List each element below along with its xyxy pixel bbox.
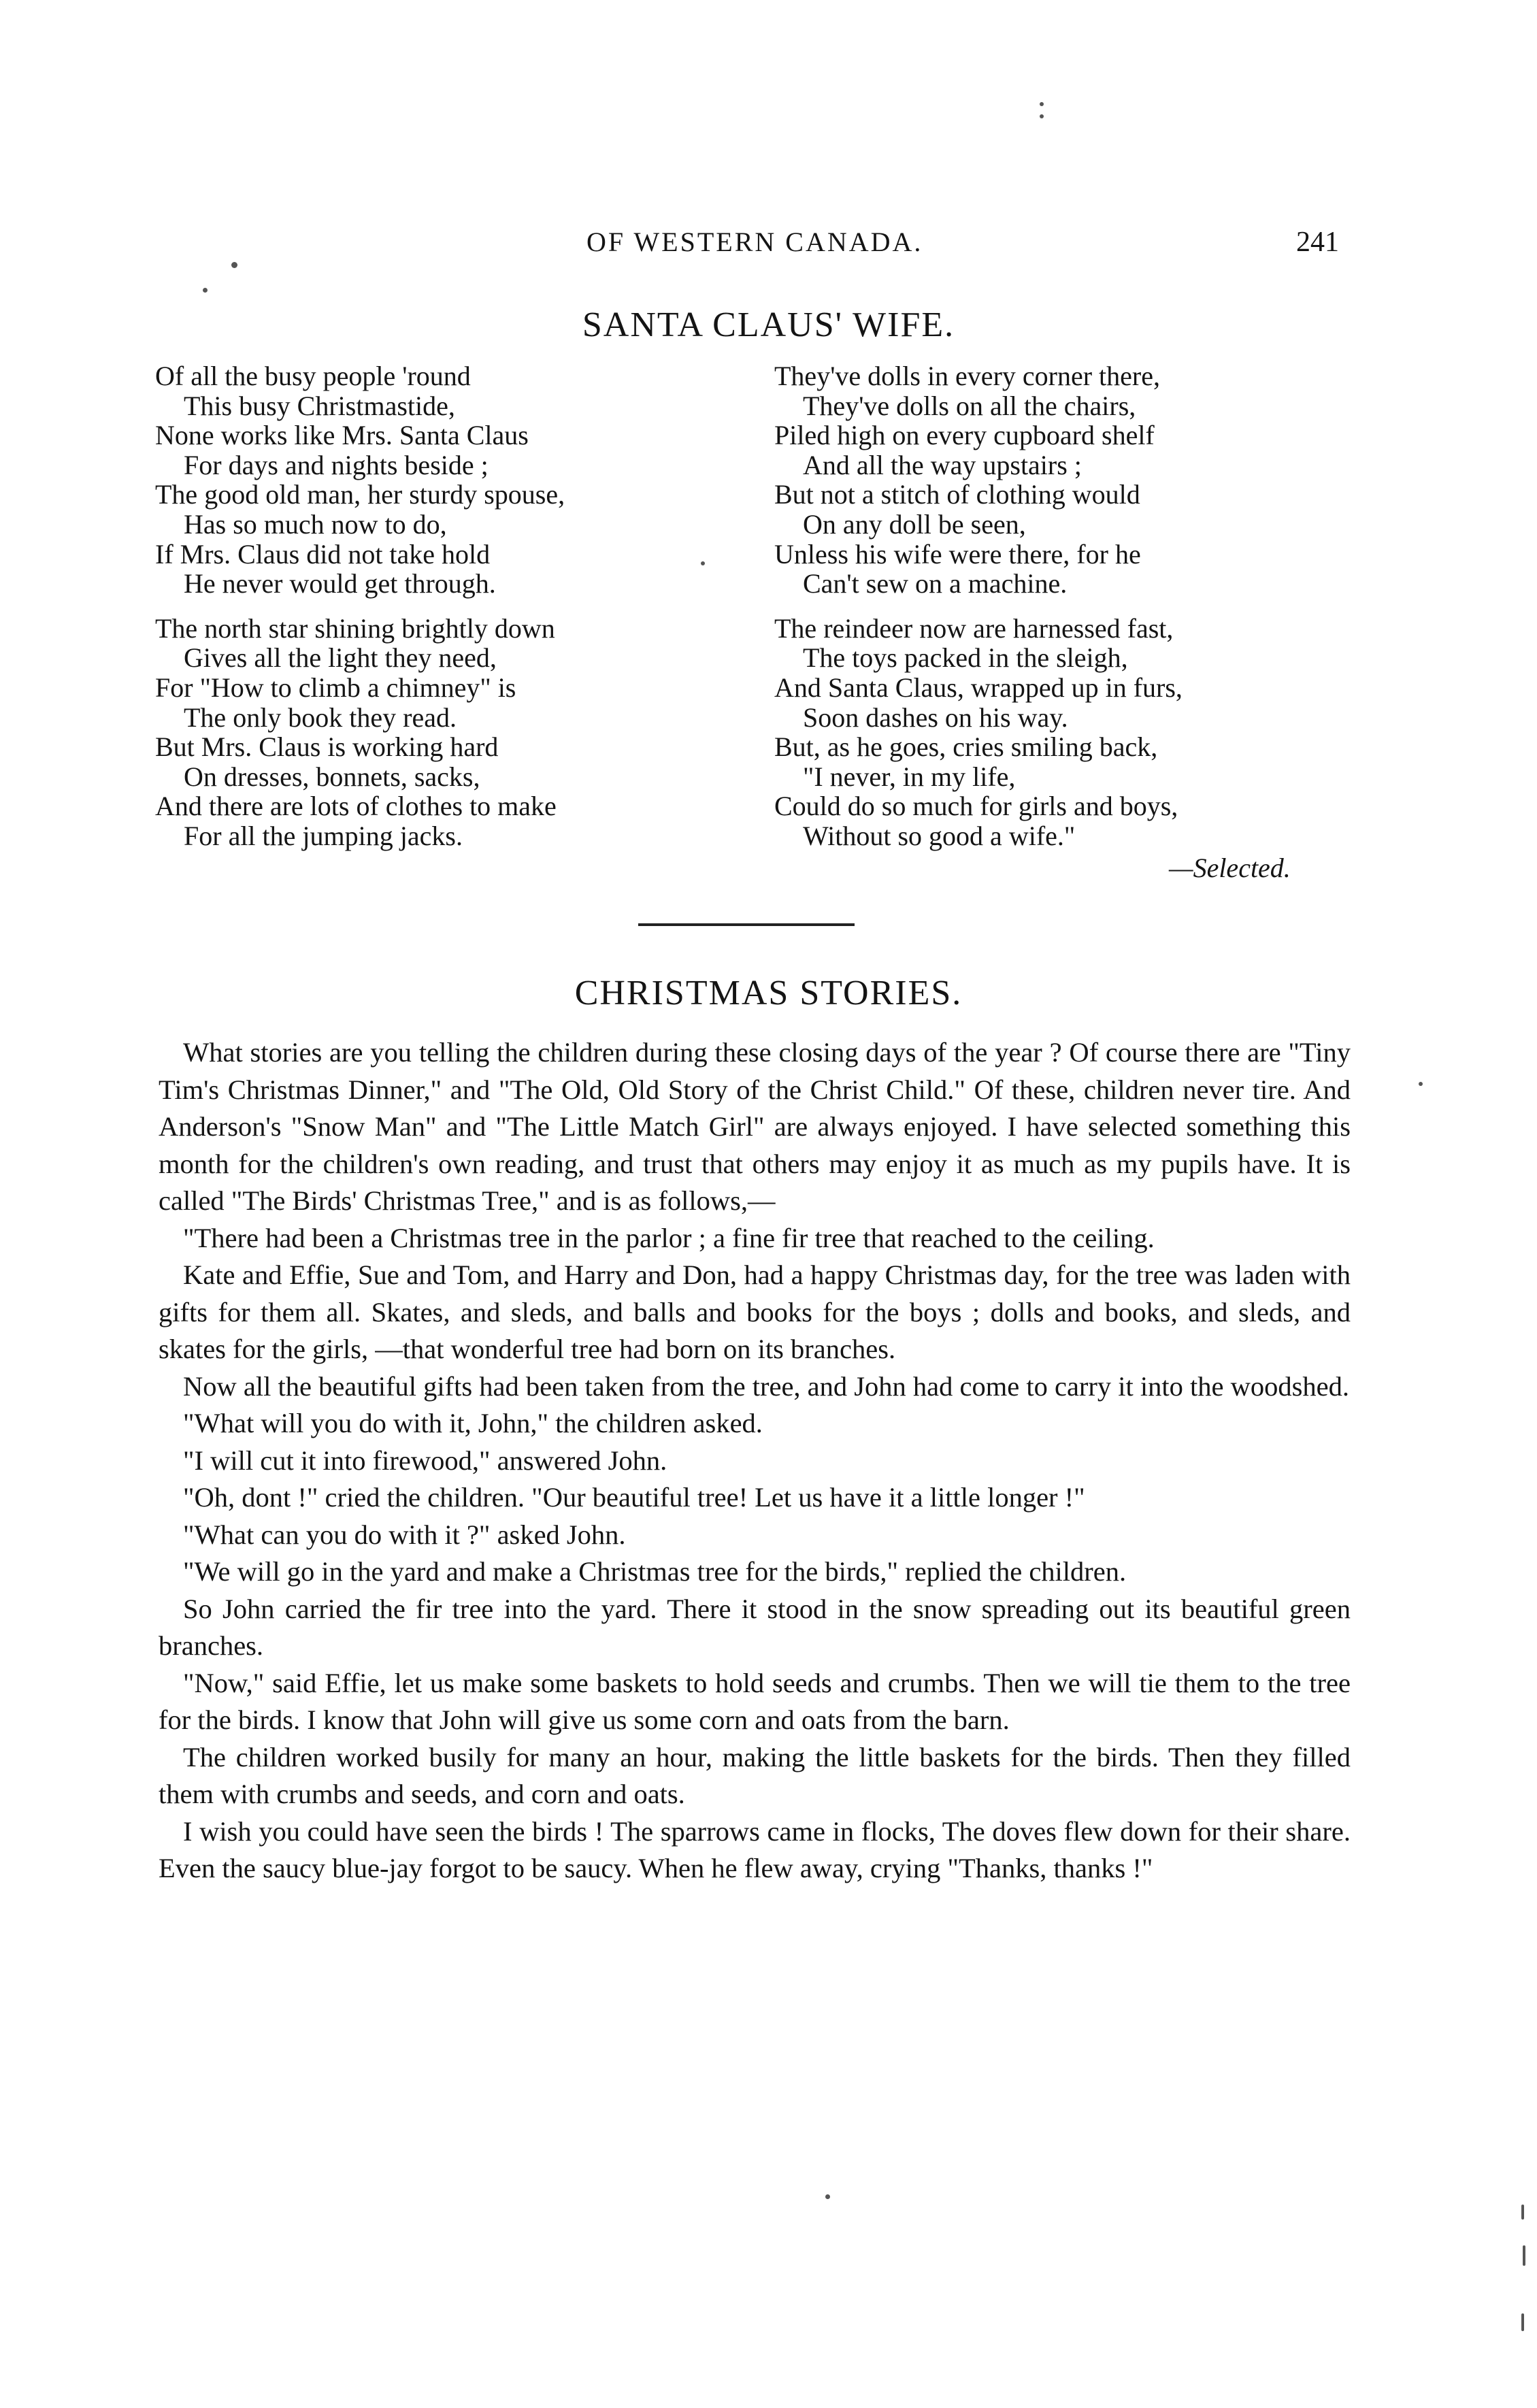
poem-left-column	[155, 361, 747, 866]
story-paragraph: "Now," said Effie, let us make some baskets to hold seeds and crumbs. Then we will tie them to the tree for the birds. I know that John will give us some corn and oats from the barn.	[159, 1667, 1351, 1735]
poem-stanza	[774, 614, 1366, 851]
poem-line: Of all the busy people 'round	[155, 361, 471, 391]
poem-line: And all the way upstairs ;	[803, 449, 1082, 480]
poem-line: "I never, in my life,	[803, 761, 1016, 792]
poem-line: The reindeer now are harnessed fast,	[774, 612, 1174, 644]
scan-speck	[1521, 2313, 1524, 2331]
poem-line: Gives all the light they need,	[184, 642, 497, 674]
poem-line: This busy Christmastide,	[184, 390, 455, 421]
story-paragraph: "I will cut it into firewood," answered John.	[183, 1445, 667, 1476]
poem-line: For days and nights beside ;	[184, 449, 489, 480]
story-paragraph: The children worked busily for many an hour, making the little baskets for the birds. Then they filled them with crumbs and seeds, and corn and oats.	[159, 1741, 1351, 1809]
scan-speck	[825, 2194, 830, 2199]
section-divider	[638, 923, 855, 926]
story-paragraph: "We will go in the yard and make a Christmas tree for the birds," replied the children.	[183, 1556, 1127, 1587]
poem-line: But not a stitch of clothing would	[774, 479, 1140, 510]
poem-line: Without so good a wife."	[803, 820, 1076, 851]
poem-line: On dresses, bonnets, sacks,	[184, 761, 480, 792]
scan-speck	[1523, 2245, 1525, 2266]
poem-attribution: —Selected.	[1169, 853, 1291, 883]
story-paragraph: I wish you could have seen the birds ! The sparrows came in flocks, The doves flew down for their share. Even the saucy blue-jay forgot to be saucy. When he flew away, crying "Thanks, thanks !"	[159, 1815, 1351, 1883]
story-paragraph: "There had been a Christmas tree in the parlor ; a fine fir tree that reached to the ceiling.	[183, 1222, 1155, 1253]
poem-line: He never would get through.	[184, 568, 496, 599]
poem-line: For all the jumping jacks.	[184, 820, 463, 851]
poem-stanza	[774, 361, 1366, 599]
poem-line: But, as he goes, cries smiling back,	[774, 731, 1158, 763]
story-title: CHRISTMAS STORIES.	[574, 974, 963, 1012]
scan-speck	[1040, 102, 1044, 106]
poem-line: Can't sew on a machine.	[803, 568, 1068, 599]
story-paragraph: What stories are you telling the children during these closing days of the year ? Of course there are "Tiny Tim's Christmas Dinner," and "The Old, Old Story of the Christ Child." Of these, children never tire. And Anderson's "Snow Man" and "The Little Match Girl" are always enjoyed. I have selected something this month for the children's own reading, and trust that others may enjoy it as much as my pupils have. It is called "The Birds' Christmas Tree," and is as follows,—	[159, 1037, 1351, 1216]
poem-line: They've dolls in every corner there,	[774, 361, 1160, 391]
scan-speck	[1521, 2205, 1524, 2220]
story-paragraph: "What will you do with it, John," the children asked.	[183, 1408, 763, 1438]
poem-line: Has so much now to do,	[184, 508, 447, 540]
poem-line: The good old man, her sturdy spouse,	[155, 479, 565, 510]
page-number: 241	[1296, 227, 1339, 258]
scan-speck	[203, 288, 208, 293]
poem-line: Piled high on every cupboard shelf	[774, 420, 1155, 451]
story-body	[159, 1034, 1351, 1887]
scan-speck	[231, 262, 237, 268]
poem-line: The north star shining brightly down	[155, 612, 555, 644]
story-paragraph: So John carried the fir tree into the yard. There it stood in the snow spreading out its beautiful green branches.	[159, 1593, 1351, 1661]
poem-stanza	[155, 361, 747, 599]
story-paragraph: Now all the beautiful gifts had been taken from the tree, and John had come to carry it into the woodshed.	[183, 1370, 1349, 1402]
poem-line: And Santa Claus, wrapped up in furs,	[774, 672, 1183, 703]
running-head: OF WESTERN CANADA.	[586, 227, 923, 257]
poem-line: Soon dashes on his way.	[803, 702, 1068, 733]
scan-speck	[1419, 1082, 1423, 1086]
poem-title: SANTA CLAUS' WIFE.	[582, 306, 955, 344]
poem-stanza	[155, 614, 747, 851]
scan-speck	[1040, 114, 1044, 118]
scan-speck	[701, 561, 705, 565]
poem-line: Could do so much for girls and boys,	[774, 791, 1178, 822]
poem-line: On any doll be seen,	[803, 508, 1026, 540]
poem-line: Unless his wife were there, for he	[774, 538, 1141, 570]
poem-line: And there are lots of clothes to make	[155, 791, 557, 822]
poem-line: None works like Mrs. Santa Claus	[155, 420, 529, 451]
poem-line: For "How to climb a chimney" is	[155, 672, 516, 703]
poem-line: But Mrs. Claus is working hard	[155, 731, 499, 763]
poem-line: They've dolls on all the chairs,	[803, 390, 1136, 421]
story-paragraph: "Oh, dont !" cried the children. "Our beautiful tree! Let us have it a little longer !"	[183, 1482, 1085, 1513]
poem-line: The toys packed in the sleigh,	[803, 642, 1128, 674]
poem-line: The only book they read.	[184, 702, 457, 733]
story-paragraph: Kate and Effie, Sue and Tom, and Harry and Don, had a happy Christmas day, for the tree was laden with gifts for them all. Skates, and sleds, and balls and books for the boys ; dolls and books, and sleds, and skates for the girls, —that wonderful tree had born on its branches.	[159, 1259, 1351, 1364]
story-paragraph: "What can you do with it ?" asked John.	[183, 1519, 626, 1550]
page-header	[0, 226, 1537, 264]
poem-right-column	[774, 361, 1366, 866]
poem-line: If Mrs. Claus did not take hold	[155, 538, 491, 570]
